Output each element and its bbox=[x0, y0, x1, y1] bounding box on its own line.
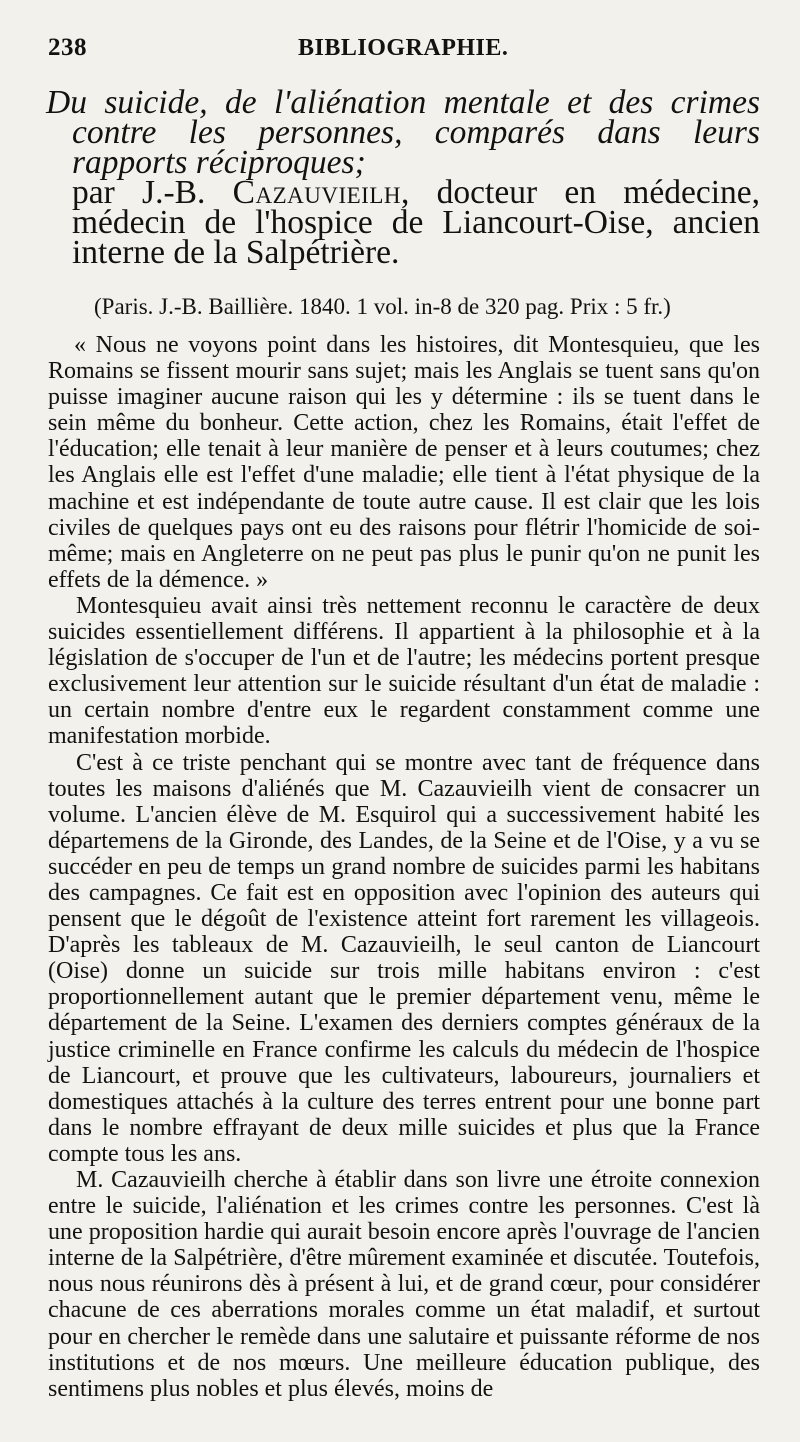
running-title: BIBLIOGRAPHIE. bbox=[298, 35, 509, 61]
paragraph-2: Montesquieu avait ainsi très nettement reconnu le caractère de deux suicides essentiellement différens. Il appartient à la philosophie et à la législation de s'occuper de l'un et de l'autre; les médecins portent presque exclusivement leur attention sur le suicide résultant d'un état de maladie : un certain nombre d'entre eux le regardent constamment comme une manifestation morbide. bbox=[48, 592, 760, 750]
byline-prefix: par J.-B. bbox=[72, 174, 233, 211]
review-body bbox=[48, 332, 760, 1402]
author-name: Cazauvieilh bbox=[232, 174, 401, 211]
book-title: Du suicide, de l'aliénation mentale et des crimes contre les personnes, comparés dans leurs rapports réciproques; bbox=[46, 84, 760, 181]
author-credentials: , docteur en médecine, médecin de l'hospice de Liancourt-Oise, ancien interne de la Salpétrière. bbox=[72, 174, 760, 271]
book-byline bbox=[46, 174, 760, 271]
paragraph-4: M. Cazauvieilh cherche à établir dans son livre une étroite connexion entre le suicide, l'aliénation et les crimes contre les personnes. C'est là une proposition hardie qui aurait besoin encore après l'ouvrage de l'ancien interne de la Salpétrière, d'être mûrement examinée et discutée. Toutefois, nous nous réunirons dès à présent à lui, et de grand cœur, pour considérer chacune de ces aberrations morales comme un état maladif, et surtout pour en chercher le remède dans une salutaire et puissante réforme de nos institutions et de nos mœurs. Une meilleure éducation publique, des sentimens plus nobles et plus élevés, moins de bbox=[48, 1167, 760, 1402]
page-number: 238 bbox=[48, 34, 87, 61]
paragraph-1: « Nous ne voyons point dans les histoires, dit Montesquieu, que les Romains se fissent mourir sans sujet; mais les Anglais se tuent sans qu'on puisse imaginer aucune raison qui les y détermine : ils se tuent dans le sein même du bonheur. Cette action, chez les Romains, était l'effet de l'éducation; elle tenait à leur manière de penser et à leurs coutumes; chez les Anglais elle est l'effet d'une maladie; elle tient à l'état physique de la machine et est indépendante de toute autre cause. Il est clair que les lois civiles de quelques pays ont eu des raisons pour flétrir l'homicide de soi-même; mais en Angleterre on ne peut pas plus le punir qu'on ne punit les effets de la démence. » bbox=[48, 332, 760, 593]
publication-info: (Paris. J.-B. Baillière. 1840. 1 vol. in-8 de 320 pag. Prix : 5 fr.) bbox=[94, 294, 671, 319]
running-head bbox=[48, 34, 760, 74]
book-title-block bbox=[46, 84, 760, 271]
paragraph-3: C'est à ce triste penchant qui se montre avec tant de fréquence dans toutes les maisons d'aliénés que M. Cazauvieilh vient de consacrer un volume. L'ancien élève de M. Esquirol qui a successivement habité les départemens de la Gironde, des Landes, de la Seine et de l'Oise, y a vu se succéder en peu de temps un grand nombre de suicides parmi les habitans des campagnes. Ce fait est en opposition avec l'opinion des auteurs qui pensent que le dégoût de l'existence atteint fort rarement les villageois. D'après les tableaux de M. Cazauvieilh, le seul canton de Liancourt (Oise) donne un suicide sur trois mille habitans environ : c'est proportionnellement autant que le premier département venu, même le département de la Seine. L'examen des derniers comptes généraux de la justice criminelle en France confirme les calculs du médecin de l'hospice de Liancourt, et prouve que les cultivateurs, laboureurs, journaliers et domestiques attachés à la culture des terres entrent pour une bonne part dans le nombre effrayant de deux mille suicides et plus que la France compte tous les ans. bbox=[48, 749, 760, 1167]
